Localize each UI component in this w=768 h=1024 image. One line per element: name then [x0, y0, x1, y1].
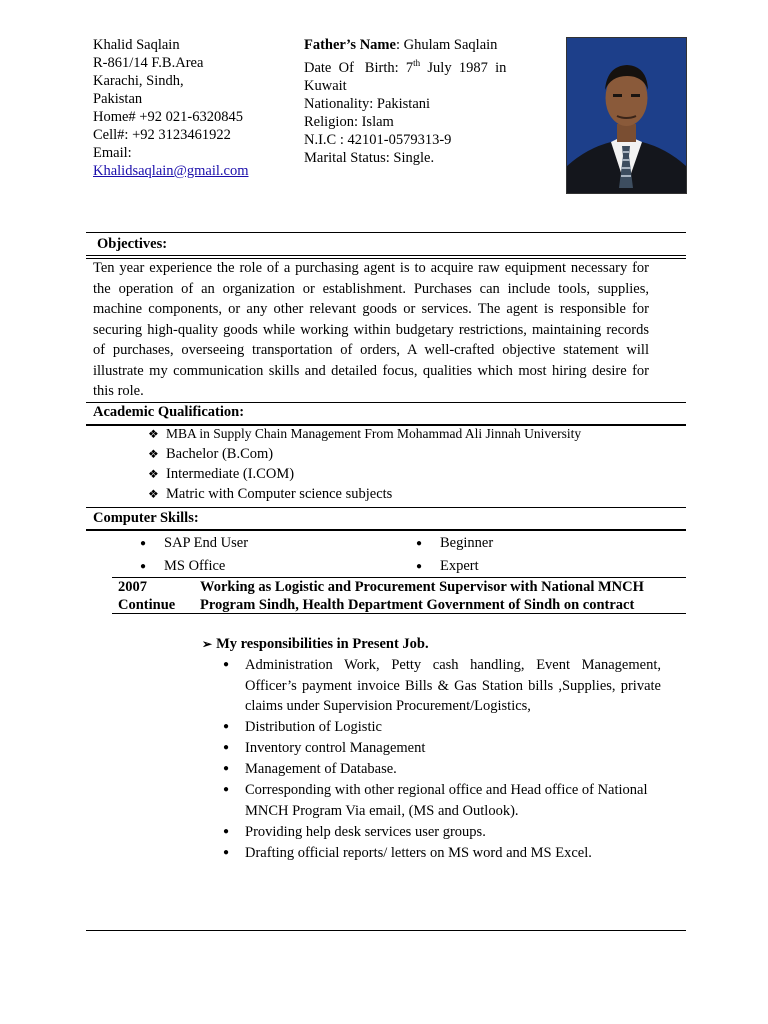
bullet-icon: ● [140, 538, 147, 549]
responsibilities-heading [202, 636, 429, 653]
religion: Religion: Islam [304, 113, 394, 130]
bullet-icon: ● [223, 846, 230, 858]
personal-details [304, 36, 526, 167]
bullet-icon: ● [416, 538, 423, 549]
responsibility-text: Management of Database. [245, 761, 397, 777]
bullet-icon: ● [223, 763, 230, 774]
objectives-heading: Objectives: [97, 236, 168, 252]
dob-place: Kuwait [304, 77, 347, 94]
skill-level: Expert [440, 558, 479, 574]
responsibilities-heading-text: My responsibilities in Present Job. [216, 636, 429, 652]
list-item [148, 444, 581, 464]
list-item [148, 484, 581, 504]
diamond-bullet-icon: ❖ [148, 447, 159, 461]
dob-sup: th [413, 58, 421, 68]
list-item [221, 655, 661, 717]
job-status: Continue [118, 596, 176, 613]
contact-block [93, 36, 293, 180]
skills-right [416, 532, 493, 578]
bullet-icon: ● [223, 742, 230, 753]
list-item [140, 532, 248, 555]
list-item [416, 532, 493, 555]
responsibility-text: Inventory control Management [245, 740, 426, 756]
footer-divider [86, 930, 686, 931]
candidate-name: Khalid Saqlain [93, 37, 180, 53]
academic-list [148, 424, 581, 504]
skill-level: Beginner [440, 535, 494, 551]
father-label: Father’s Name [304, 37, 396, 53]
bullet-icon: ● [223, 659, 230, 670]
arrow-bullet-icon: ➢ [202, 637, 213, 651]
responsibility-text: Distribution of Logistic [245, 719, 382, 735]
country: Pakistan [93, 91, 143, 107]
list-item [221, 717, 661, 738]
dob-row [304, 54, 526, 77]
profile-photo [566, 37, 687, 194]
dob-rest: July 1987 in [420, 59, 507, 76]
job-period [118, 579, 175, 614]
divider-skills-bottom [86, 529, 686, 531]
bullet-icon: ● [223, 721, 230, 732]
list-item [148, 464, 581, 484]
divider-job-top [112, 577, 686, 578]
home-phone: Home# +92 021-6320845 [93, 109, 243, 125]
responsibility-text: Corresponding with other regional office and Head office of National MNCH Program Via email, (MS and Outlook). [245, 782, 648, 819]
job-title: Working as Logistic and Procurement Supervisor with National MNCH Program Sindh, Health Department Government of Sindh on contract [200, 579, 644, 613]
skills-left [140, 532, 248, 578]
divider-top [86, 232, 686, 233]
diamond-bullet-icon: ❖ [148, 467, 159, 481]
list-item [221, 843, 661, 864]
job-year: 2007 [118, 579, 147, 595]
responsibility-text: Drafting official reports/ letters on MS word and MS Excel. [245, 844, 592, 861]
email-label: Email: [93, 145, 132, 161]
diamond-bullet-icon: ❖ [148, 427, 159, 441]
qualification-text: MBA in Supply Chain Management From Mohammad Ali Jinnah University [166, 426, 582, 441]
divider-academic-top [86, 402, 686, 403]
marital-status: Marital Status: Single. [304, 149, 435, 166]
list-item [221, 759, 661, 780]
divider-objectives-1 [86, 255, 686, 256]
responsibilities-list [221, 655, 661, 864]
divider-job-bottom [112, 613, 686, 614]
nic: N.I.C : 42101-0579313-9 [304, 131, 452, 148]
nationality: Nationality: Pakistani [304, 95, 431, 112]
email-link[interactable]: Khalidsaqlain@gmail.com [93, 163, 249, 179]
academic-heading: Academic Qualification: [93, 404, 245, 420]
list-item [221, 738, 661, 759]
diamond-bullet-icon: ❖ [148, 487, 159, 501]
qualification-text: Bachelor (B.Com) [166, 446, 274, 462]
bullet-icon: ● [416, 561, 423, 572]
dob-label: Date Of Birth: 7 [304, 59, 414, 76]
responsibility-text: Administration Work, Petty cash handling, Event Management, Officer’s payment invoice Bills & Gas Station bills ,Supplies, private claims under Supervision Procurement/Logistics, [245, 657, 661, 714]
divider-skills-top [86, 507, 686, 508]
responsibility-text: Providing help desk services user groups. [245, 823, 486, 840]
skill-name: SAP End User [164, 535, 249, 551]
list-item [140, 555, 248, 578]
list-item [148, 424, 581, 444]
portrait-image [567, 38, 686, 193]
qualification-text: Intermediate (I.COM) [166, 466, 295, 482]
father-value: : Ghulam Saqlain [395, 37, 498, 53]
address-line-2: Karachi, Sindh, [93, 73, 184, 89]
objectives-text: Ten year experience the role of a purchasing agent is to acquire raw equipment necessary for the operation of an organization or establishment. Purchases can include tools, supplies, machine components, or any other relevant goods or services. The agent is responsible for securing high-quality goods while working within budgetary restrictions, maintaining records of purchases, overseeing transportation of orders, A well-crafted objective statement will illustrate my communication skills and detailed focus, qualities which most hiring desire for this role. [93, 260, 649, 399]
list-item [221, 822, 661, 843]
skills-heading: Computer Skills: [93, 510, 199, 526]
bullet-icon: ● [140, 561, 147, 572]
bullet-icon: ● [223, 825, 230, 837]
list-item [416, 555, 493, 578]
bullet-icon: ● [223, 784, 230, 795]
qualification-text: Matric with Computer science subjects [166, 486, 393, 502]
father-name-row [304, 36, 526, 54]
cell-phone: Cell#: +92 3123461922 [93, 127, 231, 143]
address-line-1: R-861/14 F.B.Area [93, 55, 204, 71]
list-item [221, 780, 661, 821]
skill-name: MS Office [164, 558, 226, 574]
